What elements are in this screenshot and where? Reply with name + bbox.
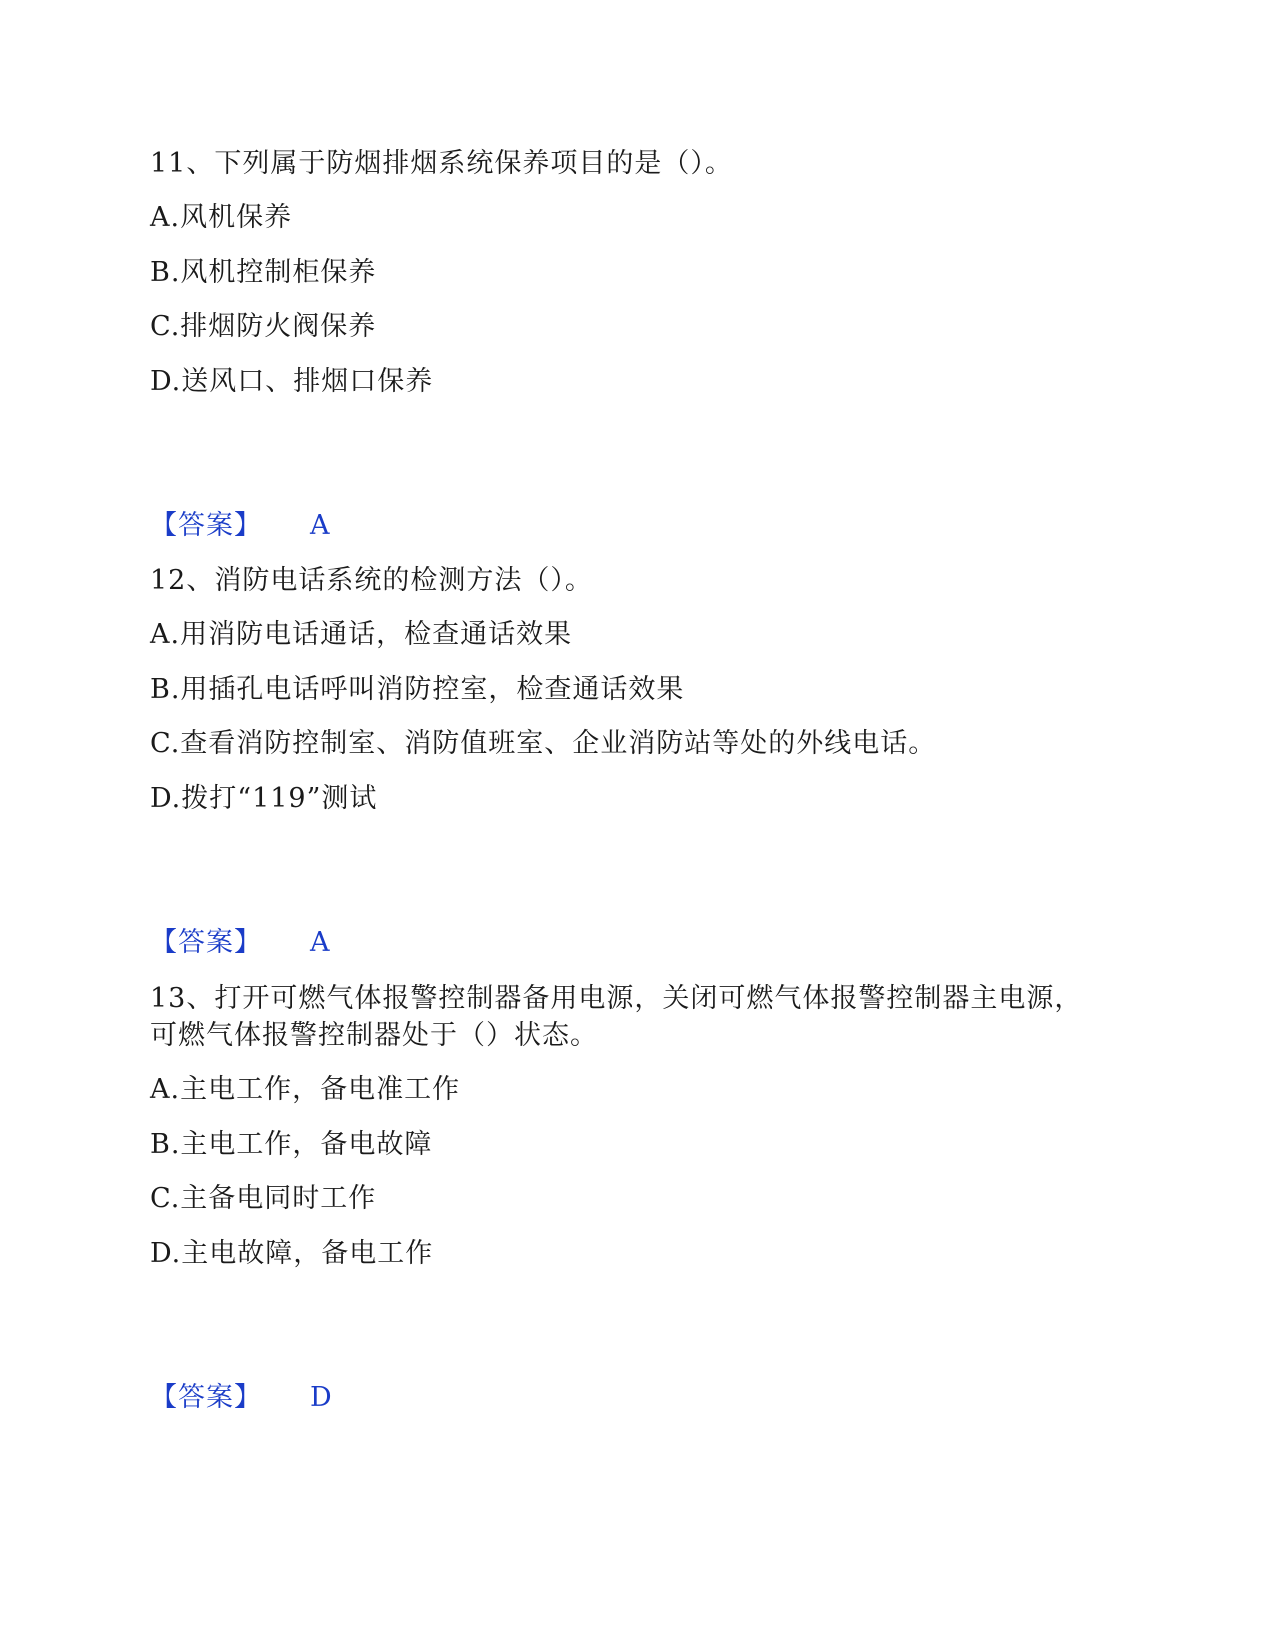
question-11-option-b: B.风机控制柜保养 (150, 257, 377, 288)
answer-label: 【答案】 (150, 1382, 262, 1413)
question-12-option-b: B.用插孔电话呼叫消防控室，检查通话效果 (150, 674, 685, 705)
answer-label: 【答案】 (150, 510, 262, 541)
question-12-option-a: A.用消防电话通话，检查通话效果 (150, 619, 573, 650)
question-12-option-d: D.拨打“119”测试 (150, 783, 378, 814)
question-11-answer (150, 508, 330, 544)
question-11-option-d: D.送风口、排烟口保养 (150, 366, 434, 397)
question-12-stem: 12、消防电话系统的检测方法（）。 (150, 565, 593, 596)
question-13-option-c: C.主备电同时工作 (150, 1183, 377, 1214)
question-12-option-c: C.查看消防控制室、消防值班室、企业消防站等处的外线电话。 (150, 728, 937, 759)
question-11-option-c: C.排烟防火阀保养 (150, 311, 377, 342)
answer-label: 【答案】 (150, 927, 262, 958)
question-11-option-a: A.风机保养 (150, 202, 293, 233)
question-13-option-d: D.主电故障，备电工作 (150, 1238, 434, 1269)
answer-value: D (310, 1382, 332, 1413)
question-13-answer (150, 1380, 332, 1416)
question-13-option-a: A.主电工作，备电准工作 (150, 1074, 461, 1105)
question-13-stem-line-1: 13、打开可燃气体报警控制器备用电源，关闭可燃气体报警控制器主电源， (150, 983, 1083, 1014)
question-13-option-b: B.主电工作，备电故障 (150, 1129, 433, 1160)
answer-value: A (310, 927, 330, 958)
question-13-stem-line-2: 可燃气体报警控制器处于（）状态。 (150, 1020, 598, 1051)
answer-value: A (310, 510, 330, 541)
question-11-stem: 11、下列属于防烟排烟系统保养项目的是（）。 (150, 148, 733, 179)
question-12-answer (150, 925, 330, 961)
